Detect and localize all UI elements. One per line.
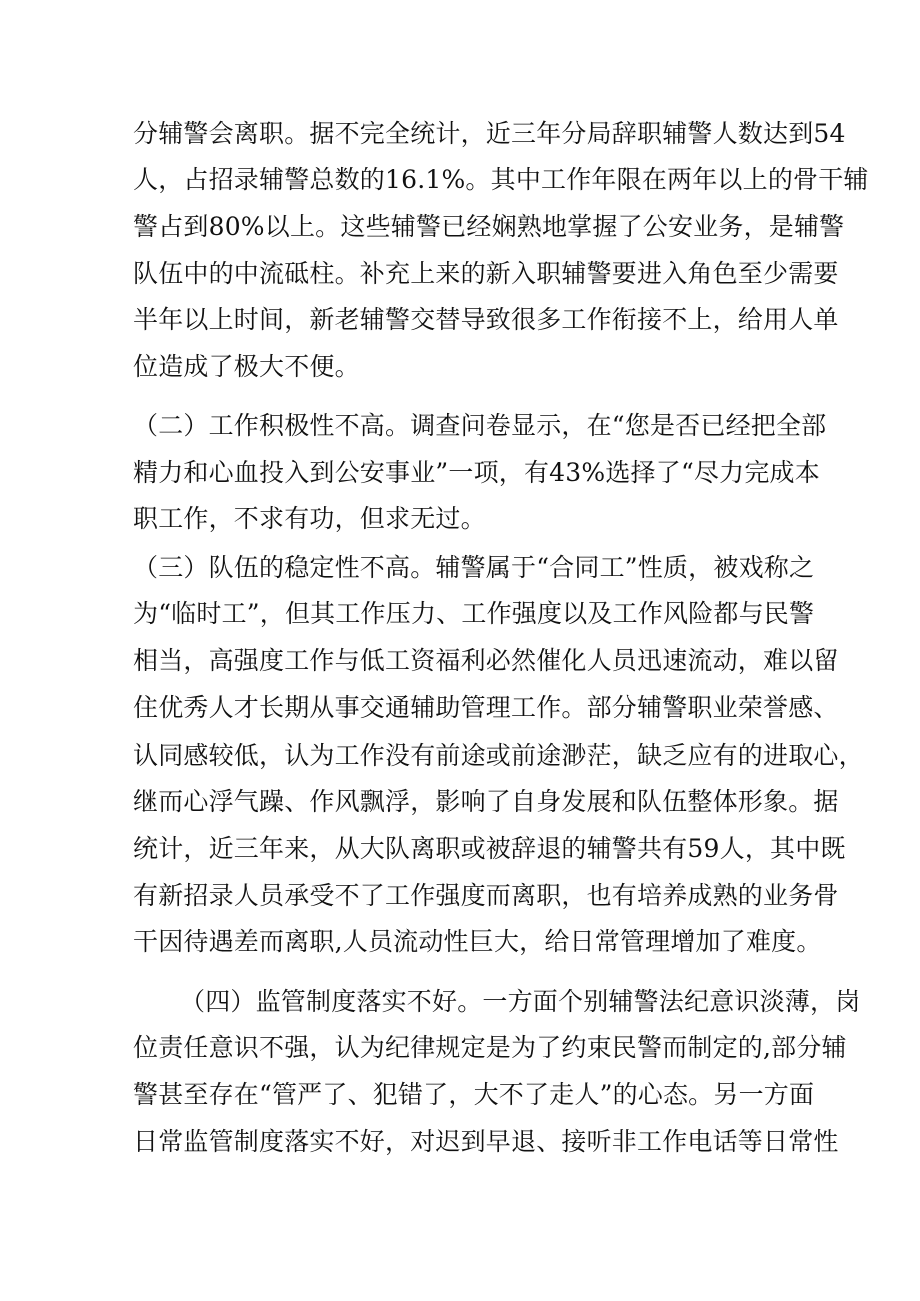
paragraph-3-line-2: 为“临时工”，但其工作压力、工作强度以及工作风险都与民警	[133, 599, 815, 628]
paragraph-3-line-4: 住优秀人才长期从事交通辅助管理工作。部分辅警职业荣誉感、	[133, 693, 839, 722]
paragraph-3-line-7: 统计，近三年来，从大队离职或被辞退的辅警共有59人，其中既	[133, 834, 846, 863]
paragraph-1-line-6: 位造成了极大不便。	[133, 352, 360, 381]
paragraph-1-line-4: 队伍中的中流砥柱。补充上来的新入职辅警要进入角色至少需要	[133, 259, 839, 288]
paragraph-2-line-3: 职工作，不求有功，但求无过。	[133, 504, 486, 533]
paragraph-3-line-3: 相当，高强度工作与低工资福利必然催化人员迅速流动，难以留	[133, 646, 839, 675]
paragraph-4-line-4: 日常监管制度落实不好，对迟到早退、接听非工作电话等日常性	[133, 1127, 839, 1156]
paragraph-1-line-2: 人，占招录辅警总数的16.1%。其中工作年限在两年以上的骨干辅	[133, 165, 869, 194]
paragraph-3-line-8: 有新招录人员承受不了工作强度而离职，也有培养成熟的业务骨	[133, 881, 839, 910]
paragraph-4-line-2: 位责任意识不强，认为纪律规定是为了约束民警而制定的,部分辅	[133, 1033, 847, 1062]
paragraph-4-line-3: 警甚至存在“管严了、犯错了，大不了走人”的心态。另一方面	[133, 1080, 815, 1109]
paragraph-2-line-1: （二）工作积极性不高。调查问卷显示，在“您是否已经把全部	[133, 411, 827, 440]
paragraph-1-line-5: 半年以上时间，新老辅警交替导致很多工作衔接不上，给用人单	[133, 305, 839, 334]
paragraph-1-line-1: 分辅警会离职。据不完全统计，近三年分局辞职辅警人数达到54	[133, 119, 846, 148]
paragraph-3-line-1: （三）队伍的稳定性不高。辅警属于“合同工”性质，被戏称之	[133, 553, 815, 582]
paragraph-4-line-1: （四）监管制度落实不好。一方面个别辅警法纪意识淡薄，岗	[180, 987, 861, 1016]
paragraph-3-line-6: 继而心浮气躁、作风飘浮，影响了自身发展和队伍整体形象。据	[133, 787, 839, 816]
paragraph-3-line-5: 认同感较低，认为工作没有前途或前途渺茫，缺乏应有的进取心，	[133, 741, 864, 770]
paragraph-2-line-2: 精力和心血投入到公安事业”一项，有43%选择了“尽力完成本	[133, 458, 820, 487]
paragraph-3-line-9: 干因待遇差而离职,人员流动性巨大，给日常管理增加了难度。	[133, 927, 822, 956]
paragraph-1-line-3: 警占到80%以上。这些辅警已经娴熟地掌握了公安业务，是辅警	[133, 212, 845, 241]
